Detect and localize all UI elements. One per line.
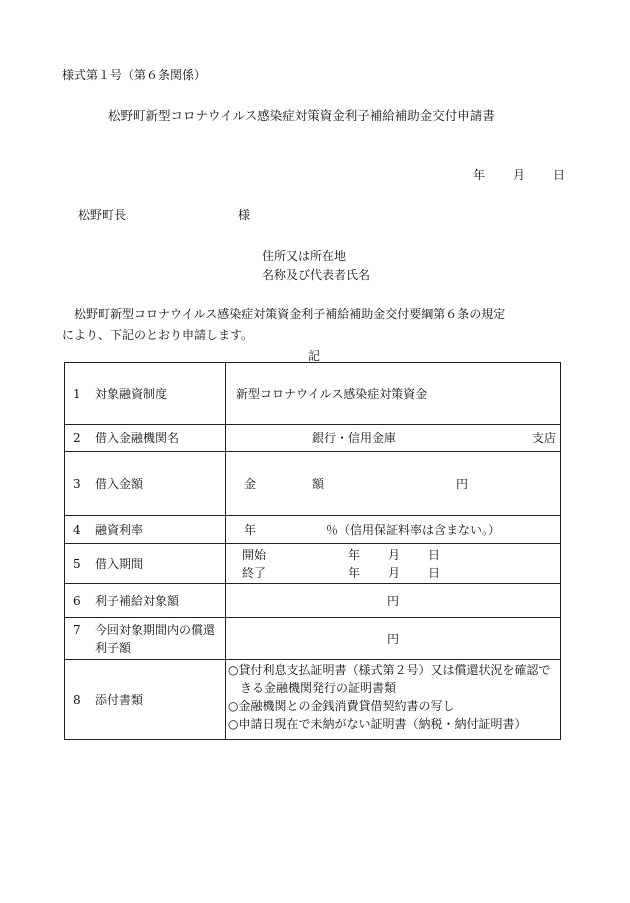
body-text-line2: により、下記のとおり申請します。 [62,328,254,342]
row-number: 2 [73,431,81,445]
row-label-cell [65,584,226,618]
bank-field[interactable] [226,425,561,452]
date-month: 月 [513,168,526,182]
addressee-honorific: 様 [238,208,251,222]
row-label: 融資利率 [95,522,144,537]
table-row-loan-program [65,363,561,425]
row-label-cell [65,452,226,516]
row-label: 添付書類 [95,692,144,707]
yen-label: 円 [386,593,399,608]
applicant-name-label: 名称及び代表者氏名 [262,268,371,282]
period-end-month: 月 [388,565,401,580]
row-label: 借入期間 [95,556,144,571]
period-start-day: 日 [428,547,441,562]
row-number: 7 [73,622,81,637]
date-day: 日 [553,168,566,182]
row-number: 3 [73,476,81,491]
row-number: 6 [73,593,81,608]
period-end-year: 年 [348,565,361,580]
branch-label: 支店 [531,431,556,445]
period-end-day: 日 [428,565,441,580]
ki-heading: 記 [308,349,321,363]
attachment-item-continued: きる金融機関発行の証明書類 [240,681,397,695]
table-row-interest-rate [65,516,561,544]
row-label-cell [65,516,226,544]
period-end-line [226,564,560,582]
row-label-cell [65,660,226,740]
table-row-loan-amount [65,452,561,516]
period-start-year: 年 [348,547,361,562]
document-title: 松野町新型コロナウイルス感染症対策資金利子補給補助金交付申請書 [108,108,495,123]
attachment-item: ○貸付利息支払証明書（様式第２号）又は償還状況を確認で [228,663,551,677]
row-number: 8 [73,692,81,707]
row-label: 対象融資制度 [95,386,168,401]
table-row-bank [65,425,561,452]
applicant-address-label: 住所又は所在地 [262,249,347,263]
rate-percent-note: ％（信用保証料率は含まない。） [326,522,501,537]
attachment-item: ○申請日現在で未納がない証明書（納税・納付証明書） [228,717,527,731]
table-row-attachments [65,660,561,740]
period-start-line [226,546,560,564]
rate-year-label: 年 [244,522,257,537]
table-row-loan-period [65,544,561,584]
row-label-cell [65,544,226,584]
form-number: 様式第１号（第６条関係） [62,68,207,82]
body-text-line1: 松野町新型コロナウイルス感染症対策資金利子補給補助金交付要綱第６条の規定 [62,307,506,321]
row-label-cell [65,618,226,660]
period-start-month: 月 [388,547,401,562]
yen-label: 円 [456,476,469,491]
repaid-interest-field[interactable] [226,618,561,660]
date-line [473,166,565,183]
row-label: 利子補給対象額 [95,593,180,608]
row-number: 1 [73,386,81,401]
row-label-cell [65,425,226,452]
date-year: 年 [473,168,486,182]
interest-rate-field[interactable] [226,516,561,544]
yen-label: 円 [386,631,399,646]
loan-program-field[interactable] [226,363,561,425]
application-table [64,362,561,740]
period-end-label: 終了 [242,565,267,580]
period-start-label: 開始 [242,547,267,562]
row-label: 借入金額 [95,476,144,491]
row-label: 今回対象期間内の償還利子額 [95,622,216,655]
row-number: 5 [73,556,81,571]
table-row-repaid-interest [65,618,561,660]
subsidy-target-field[interactable] [226,584,561,618]
addressee-name: 松野町長 [78,208,127,222]
loan-amount-field[interactable] [226,452,561,516]
table-row-subsidy-target [65,584,561,618]
attachment-item: ○金融機関との金銭消費貸借契約書の写し [228,699,455,713]
loan-period-field[interactable] [226,544,561,584]
loan-program-value: 新型コロナウイルス感染症対策資金 [236,386,428,401]
row-label-cell [65,363,226,425]
attachments-cell [226,660,561,740]
row-label: 借入金融機関名 [95,431,180,445]
bank-type: 銀行・信用金庫 [312,431,397,445]
kin-label: 金 [244,476,257,491]
row-number: 4 [73,522,81,537]
gaku-label: 額 [312,476,325,491]
